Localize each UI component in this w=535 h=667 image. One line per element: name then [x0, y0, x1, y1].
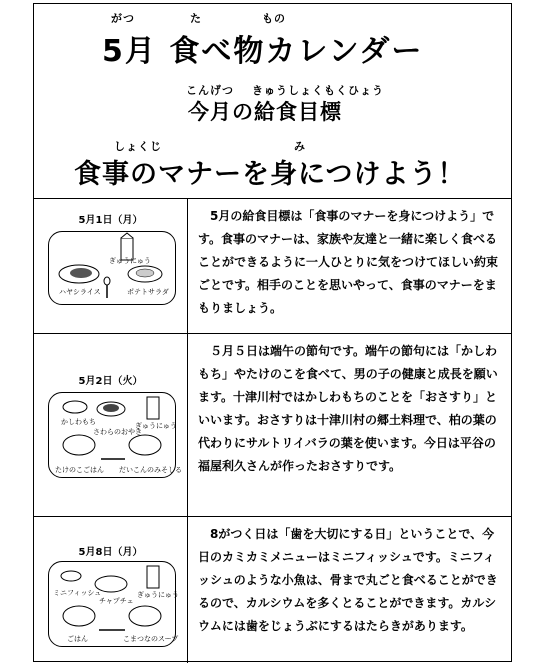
- meal-tray-icon: [48, 392, 182, 478]
- salad-label: ポテトサラダ: [127, 288, 169, 296]
- calendar-row-may-2: [34, 334, 511, 517]
- description-cell: [188, 517, 511, 663]
- goal-ruby-kongetsu: こんげつ: [186, 84, 234, 97]
- meal-illustration-cell: [34, 334, 188, 516]
- chapchae-label: チャプチェ: [99, 597, 134, 605]
- description-cell: [188, 334, 511, 516]
- fish-label: ミニフィッシュ: [53, 589, 102, 597]
- motto-ruby-mi: み: [294, 140, 306, 153]
- milk-label: ぎゅうにゅう: [109, 257, 151, 265]
- milk-label: ぎゅうにゅう: [135, 422, 177, 430]
- calendar-row-may-1: [34, 199, 511, 334]
- meal-tray-icon: [48, 561, 179, 647]
- page-title: 5月 食べ物カレンダー: [102, 34, 424, 69]
- meal-illustration-cell: [34, 517, 188, 663]
- gohan-label: ごはん: [67, 635, 88, 643]
- gohan-label: たけのこごはん: [55, 466, 104, 474]
- goal-ruby-kyushoku: きゅうしょくもくひょう: [252, 84, 384, 97]
- meal-date: 5月1日（月）: [78, 215, 143, 226]
- soup-label: こまつなのスープ: [123, 635, 179, 643]
- description-cell: [188, 199, 511, 333]
- title-ruby-mono: もの: [262, 12, 286, 25]
- milk-label: ぎゅうにゅう: [137, 591, 179, 599]
- meal-illustration-cell: [34, 199, 188, 333]
- meal-date: 5月2日（火）: [78, 376, 143, 387]
- description-text: 5月の給食目標は「食事のマナーを身につけよう」です。食事のマナーは、家族や友達と一緒に楽しく食べることができるように一人ひとりに気をつけてほしい約束ごとです。相手のことを思いやって、食事のマナーをまもりましょう。: [198, 209, 499, 315]
- description-text: ５月５日は端午の節句です。端午の節句には「かしわもち」やたけのこを食べて、男の子の健康と成長を願います。十津川村ではかしわもちのことを「おさすり」といいます。おさすりは十津川村の郷土料理で、柏の葉の代わりにサルトリイバラの葉を使います。今日は平谷の福屋利久さんが作ったおさすりです。: [198, 344, 498, 473]
- kashiwa-label: かしわもち: [61, 418, 96, 426]
- meal-tray-icon: [48, 231, 176, 305]
- calendar-row-may-8: [34, 517, 511, 663]
- title-ruby-gatsu: がつ: [111, 12, 135, 25]
- motto-ruby-shokuji: しょくじ: [114, 140, 162, 153]
- title-ruby-ta: た: [190, 12, 202, 25]
- rice-label: ハヤシライス: [59, 288, 101, 296]
- goal-motto: 食事のマナーを身につけよう！: [74, 159, 466, 190]
- header: [34, 4, 511, 199]
- meal-date: 5月8日（月）: [78, 547, 143, 558]
- monthly-goal: 今月の給食目標: [188, 100, 342, 124]
- description-text: 8がつく日は「歯を大切にする日」ということで、今日のカミカミメニューはミニフィッシュです。ミニフィッシュのような小魚は、骨まで丸ごと食べることができるので、カルシウムを多くとることができます。カルシウムには歯をじょうぶにするはたらきがあります。: [198, 527, 498, 633]
- miso-label: さわらのおやき: [93, 428, 142, 436]
- soup-label: だいこんのみそしる: [119, 466, 182, 474]
- calendar-frame: [33, 3, 512, 662]
